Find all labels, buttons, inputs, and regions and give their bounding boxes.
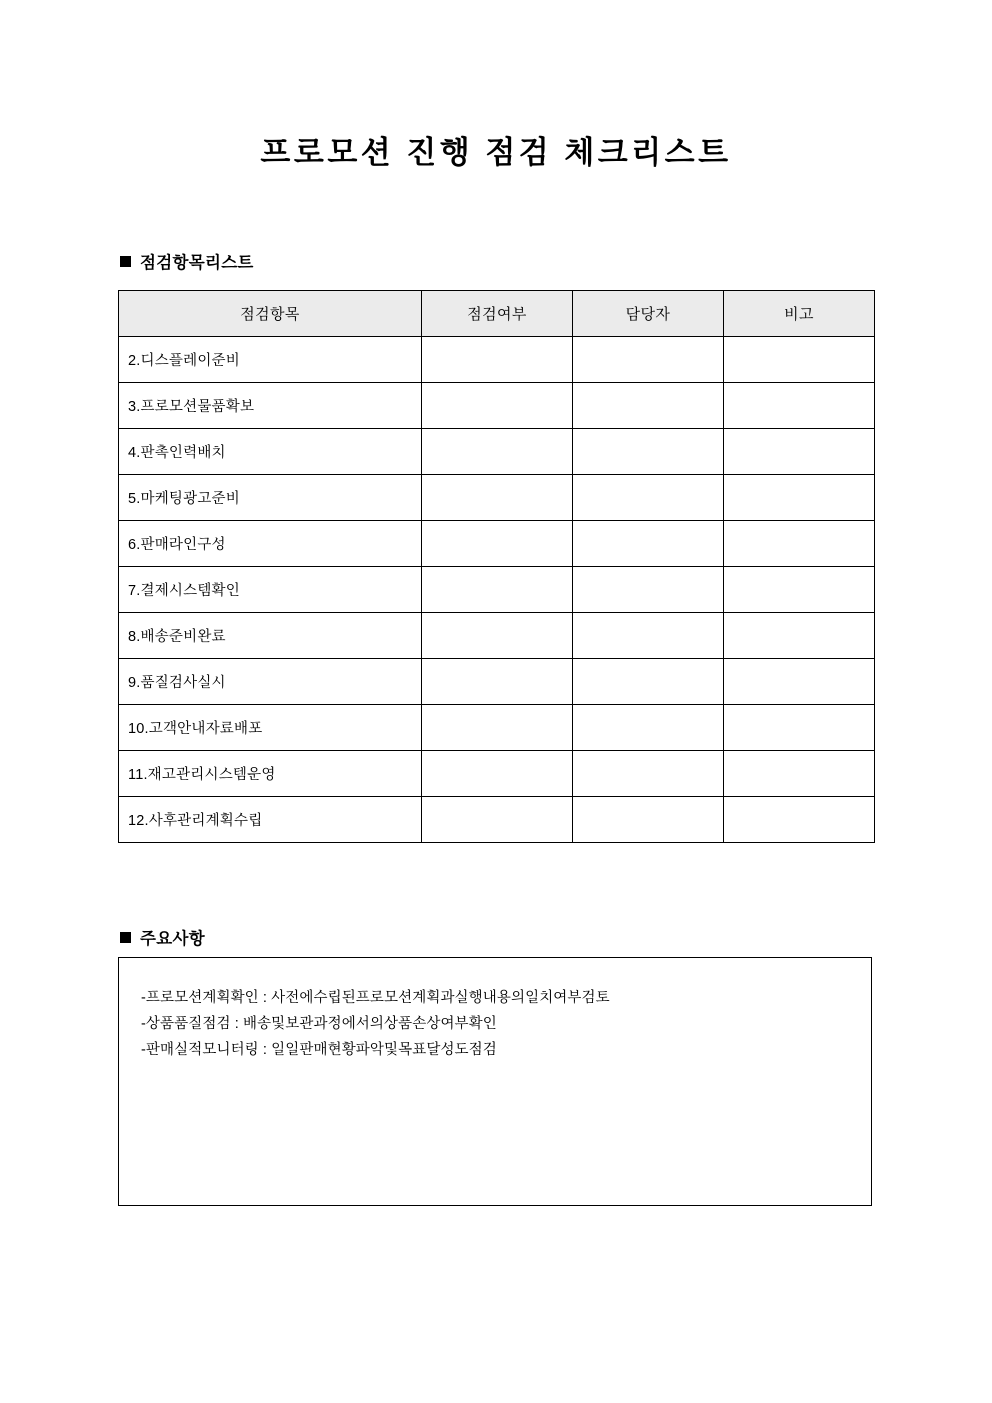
cell-done[interactable]: [422, 751, 573, 797]
cell-done[interactable]: [422, 475, 573, 521]
table-row: [119, 705, 875, 751]
notes-box[interactable]: [118, 957, 872, 1206]
table-row: [119, 751, 875, 797]
cell-item: 9.품질검사실시: [119, 659, 422, 705]
page-title: 프로모션 진행 점검 체크리스트: [260, 135, 732, 170]
cell-owner[interactable]: [573, 705, 724, 751]
cell-owner[interactable]: [573, 383, 724, 429]
section-heading-items-label: 점검항목리스트: [140, 254, 254, 272]
cell-owner[interactable]: [573, 475, 724, 521]
section-heading-notes: [120, 925, 205, 949]
cell-note[interactable]: [724, 659, 875, 705]
filled-square-marker-icon: [120, 256, 131, 267]
table-row: [119, 383, 875, 429]
cell-note[interactable]: [724, 521, 875, 567]
note-line: -판매실적모니터링 : 일일판매현황파악및목표달성도점검: [141, 1042, 497, 1058]
column-header-owner: 담당자: [573, 291, 724, 337]
cell-note[interactable]: [724, 705, 875, 751]
cell-note[interactable]: [724, 751, 875, 797]
table-row: [119, 475, 875, 521]
checklist-table: [118, 290, 875, 843]
table-row: [119, 429, 875, 475]
cell-note[interactable]: [724, 429, 875, 475]
table-row: [119, 521, 875, 567]
cell-done[interactable]: [422, 521, 573, 567]
section-heading-items: [120, 249, 254, 273]
cell-done[interactable]: [422, 613, 573, 659]
cell-item: 3.프로모션물품확보: [119, 383, 422, 429]
table-row: [119, 567, 875, 613]
table-row: [119, 613, 875, 659]
cell-done[interactable]: [422, 337, 573, 383]
cell-note[interactable]: [724, 475, 875, 521]
cell-item: 8.배송준비완료: [119, 613, 422, 659]
cell-owner[interactable]: [573, 521, 724, 567]
cell-item: 11.재고관리시스템운영: [119, 751, 422, 797]
cell-note[interactable]: [724, 567, 875, 613]
table-row: [119, 797, 875, 843]
note-line: -프로모션계획확인 : 사전에수립된프로모션계획과실행내용의일치여부검토: [141, 990, 610, 1006]
cell-owner[interactable]: [573, 429, 724, 475]
cell-item: 2.디스플레이준비: [119, 337, 422, 383]
cell-owner[interactable]: [573, 797, 724, 843]
cell-done[interactable]: [422, 567, 573, 613]
cell-item: 5.마케팅광고준비: [119, 475, 422, 521]
cell-note[interactable]: [724, 337, 875, 383]
table-row: [119, 659, 875, 705]
cell-done[interactable]: [422, 383, 573, 429]
cell-note[interactable]: [724, 383, 875, 429]
cell-owner[interactable]: [573, 567, 724, 613]
column-header-done: 점검여부: [422, 291, 573, 337]
cell-done[interactable]: [422, 429, 573, 475]
note-line: -상품품질점검 : 배송및보관과정에서의상품손상여부확인: [141, 1016, 497, 1032]
cell-owner[interactable]: [573, 337, 724, 383]
cell-done[interactable]: [422, 659, 573, 705]
section-heading-notes-label: 주요사항: [140, 930, 205, 948]
notes-content: [119, 958, 871, 1063]
cell-item: 10.고객안내자료배포: [119, 705, 422, 751]
cell-item: 4.판촉인력배치: [119, 429, 422, 475]
filled-square-marker-icon: [120, 932, 131, 943]
cell-owner[interactable]: [573, 659, 724, 705]
cell-item: 6.판매라인구성: [119, 521, 422, 567]
column-header-note: 비고: [724, 291, 875, 337]
table-row: [119, 337, 875, 383]
cell-item: 7.결제시스템확인: [119, 567, 422, 613]
cell-note[interactable]: [724, 797, 875, 843]
cell-done[interactable]: [422, 797, 573, 843]
column-header-item: 점검항목: [119, 291, 422, 337]
table-header-row: [119, 291, 875, 337]
cell-done[interactable]: [422, 705, 573, 751]
cell-note[interactable]: [724, 613, 875, 659]
cell-item: 12.사후관리계획수립: [119, 797, 422, 843]
cell-owner[interactable]: [573, 751, 724, 797]
cell-owner[interactable]: [573, 613, 724, 659]
